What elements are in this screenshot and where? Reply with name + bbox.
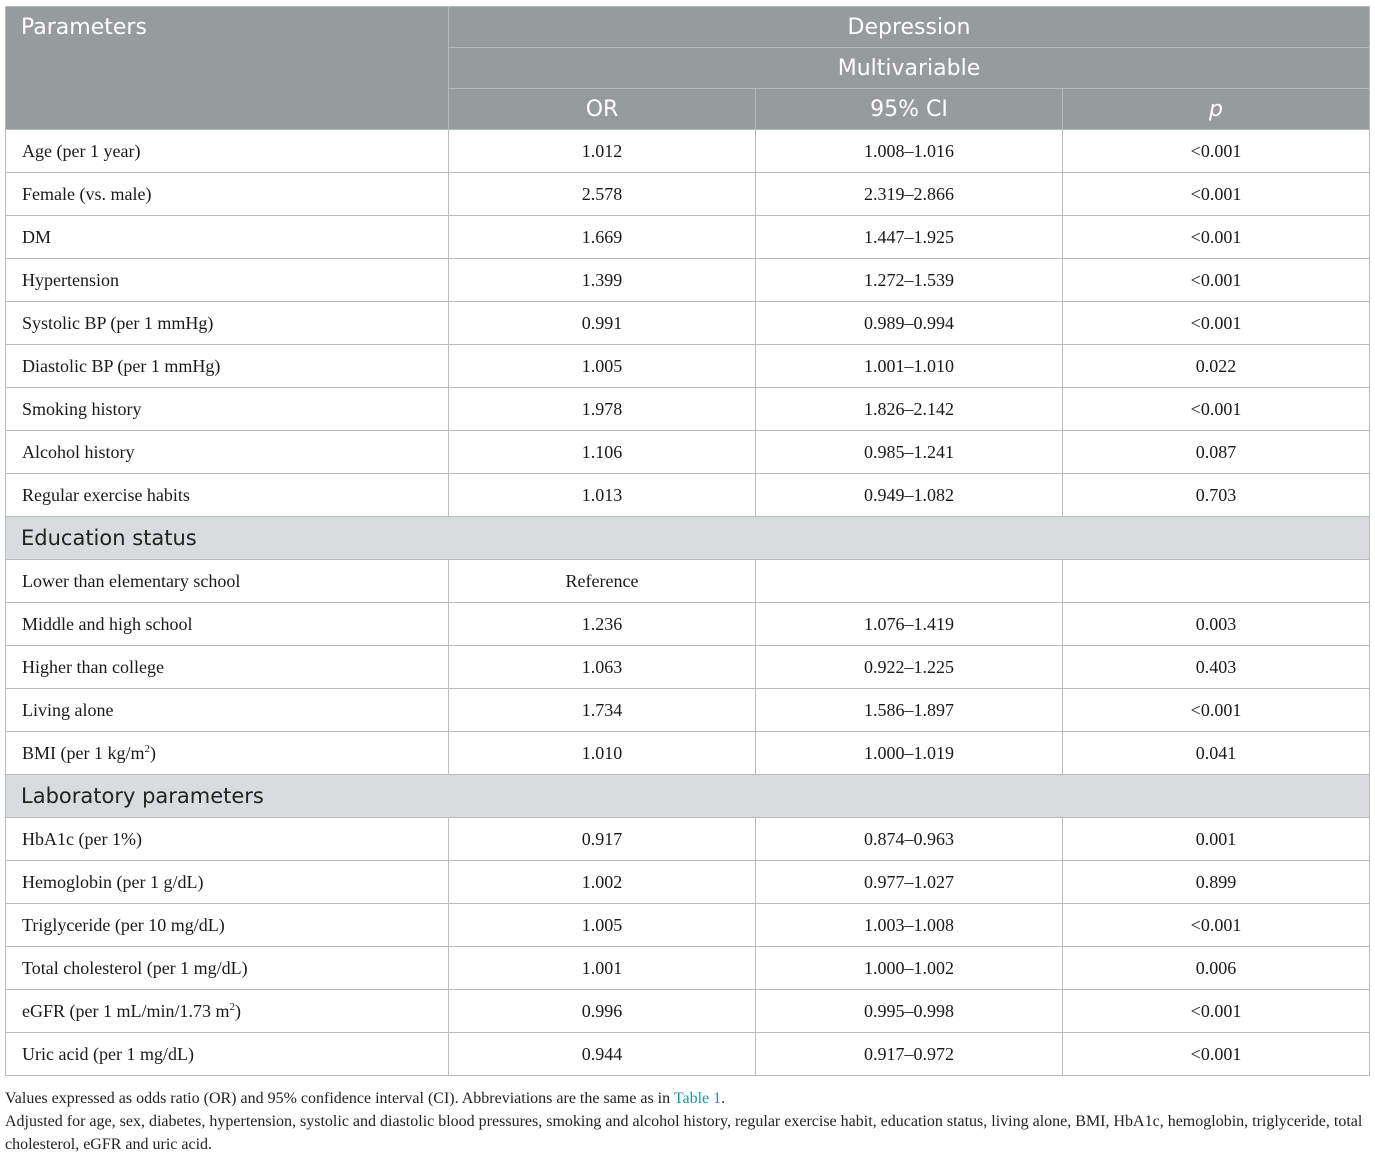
ci-value: 0.874–0.963 [756,818,1063,861]
table-row [6,474,1370,517]
or-value: 1.669 [449,216,756,259]
row-label: Diastolic BP (per 1 mmHg) [6,345,449,388]
or-value: 1.399 [449,259,756,302]
footnote-text-end: . [721,1090,726,1107]
ci-value: 1.586–1.897 [756,689,1063,732]
p-value: 0.001 [1063,818,1370,861]
ci-value: 2.319–2.866 [756,173,1063,216]
ci-value: 0.977–1.027 [756,861,1063,904]
row-label: Uric acid (per 1 mg/dL) [6,1033,449,1076]
row-label: Lower than elementary school [6,560,449,603]
or-value: 1.010 [449,732,756,775]
depression-header: Depression [449,7,1370,48]
or-value: 1.236 [449,603,756,646]
table-row [6,861,1370,904]
table-row [6,388,1370,431]
ci-value: 1.447–1.925 [756,216,1063,259]
table-footnotes [5,1087,1369,1156]
p-value: <0.001 [1063,689,1370,732]
table-row [6,216,1370,259]
or-value: 1.063 [449,646,756,689]
p-value: 0.087 [1063,431,1370,474]
superscript: 2 [144,742,150,755]
or-value: 1.978 [449,388,756,431]
or-value: 1.005 [449,345,756,388]
ci-value: 1.272–1.539 [756,259,1063,302]
table-row [6,732,1370,775]
table-row [6,1033,1370,1076]
or-value: Reference [449,560,756,603]
table-row [6,990,1370,1033]
p-value: <0.001 [1063,216,1370,259]
table-row [6,302,1370,345]
results-table [5,6,1370,1076]
p-value: 0.403 [1063,646,1370,689]
row-label: Age (per 1 year) [6,130,449,173]
table-1-link[interactable]: Table 1 [673,1090,722,1107]
section-row-education [6,517,1370,560]
p-value: <0.001 [1063,173,1370,216]
p-value: 0.703 [1063,474,1370,517]
ci-value: 1.003–1.008 [756,904,1063,947]
p-value: <0.001 [1063,388,1370,431]
or-value: 1.734 [449,689,756,732]
ci-value: 0.917–0.972 [756,1033,1063,1076]
p-header: p [1063,89,1370,130]
ci-value: 0.985–1.241 [756,431,1063,474]
row-label: Total cholesterol (per 1 mg/dL) [6,947,449,990]
p-value: 0.003 [1063,603,1370,646]
or-value: 1.001 [449,947,756,990]
table-row [6,173,1370,216]
row-label: Triglyceride (per 10 mg/dL) [6,904,449,947]
row-label [6,732,449,775]
ci-value: 0.922–1.225 [756,646,1063,689]
section-row-laboratory [6,775,1370,818]
row-label: Alcohol history [6,431,449,474]
table-row [6,560,1370,603]
label-text: BMI (per 1 kg/m [22,742,145,763]
ci-header: 95% CI [756,89,1063,130]
or-value: 2.578 [449,173,756,216]
table-row [6,689,1370,732]
superscript: 2 [229,1000,235,1013]
or-header: OR [449,89,756,130]
section-title: Laboratory parameters [6,775,1370,818]
p-value: 0.899 [1063,861,1370,904]
row-label: Hemoglobin (per 1 g/dL) [6,861,449,904]
p-value: 0.022 [1063,345,1370,388]
table-row [6,904,1370,947]
table-row [6,431,1370,474]
footnote-adjusted: Adjusted for age, sex, diabetes, hypertension, systolic and diastolic blood pressures, smoking and alcohol history, regular exercise habit, education status, living alone, BMI, HbA1c, hemoglobin, triglyceride, total cholesterol, eGFR and uric acid. [5,1113,1363,1153]
row-label: Higher than college [6,646,449,689]
table-row [6,646,1370,689]
or-value: 1.002 [449,861,756,904]
table-row [6,947,1370,990]
p-value: 0.041 [1063,732,1370,775]
p-value: <0.001 [1063,130,1370,173]
or-value: 1.106 [449,431,756,474]
label-text-end: ) [234,1000,241,1021]
row-label: Systolic BP (per 1 mmHg) [6,302,449,345]
table-row [6,818,1370,861]
ci-value: 0.989–0.994 [756,302,1063,345]
table-row [6,130,1370,173]
row-label: HbA1c (per 1%) [6,818,449,861]
ci-value: 1.000–1.002 [756,947,1063,990]
ci-value: 1.076–1.419 [756,603,1063,646]
or-value: 0.996 [449,990,756,1033]
row-label: DM [6,216,449,259]
row-label: Hypertension [6,259,449,302]
ci-value: 0.949–1.082 [756,474,1063,517]
ci-value [756,560,1063,603]
p-value: 0.006 [1063,947,1370,990]
ci-value: 1.826–2.142 [756,388,1063,431]
label-text-end: ) [149,742,156,763]
or-value: 1.013 [449,474,756,517]
or-value: 0.991 [449,302,756,345]
p-value: <0.001 [1063,990,1370,1033]
section-title: Education status [6,517,1370,560]
p-value: <0.001 [1063,302,1370,345]
ci-value: 0.995–0.998 [756,990,1063,1033]
ci-value: 1.000–1.019 [756,732,1063,775]
ci-value: 1.008–1.016 [756,130,1063,173]
table-row [6,345,1370,388]
p-value [1063,560,1370,603]
row-label: Smoking history [6,388,449,431]
p-value: <0.001 [1063,1033,1370,1076]
or-value: 0.917 [449,818,756,861]
table-row [6,259,1370,302]
row-label: Living alone [6,689,449,732]
p-value: <0.001 [1063,904,1370,947]
or-value: 1.005 [449,904,756,947]
table-row [6,603,1370,646]
ci-value: 1.001–1.010 [756,345,1063,388]
label-text: eGFR (per 1 mL/min/1.73 m [22,1000,230,1021]
or-value: 1.012 [449,130,756,173]
row-label [6,990,449,1033]
parameters-header: Parameters [6,7,449,130]
row-label: Middle and high school [6,603,449,646]
row-label: Regular exercise habits [6,474,449,517]
or-value: 0.944 [449,1033,756,1076]
multivariable-header: Multivariable [449,48,1370,89]
footnote-abbreviations [5,1087,1369,1110]
row-label: Female (vs. male) [6,173,449,216]
footnote-text: Values expressed as odds ratio (OR) and 95% confidence interval (CI). Abbreviations are the same as in [5,1090,674,1107]
p-value: <0.001 [1063,259,1370,302]
